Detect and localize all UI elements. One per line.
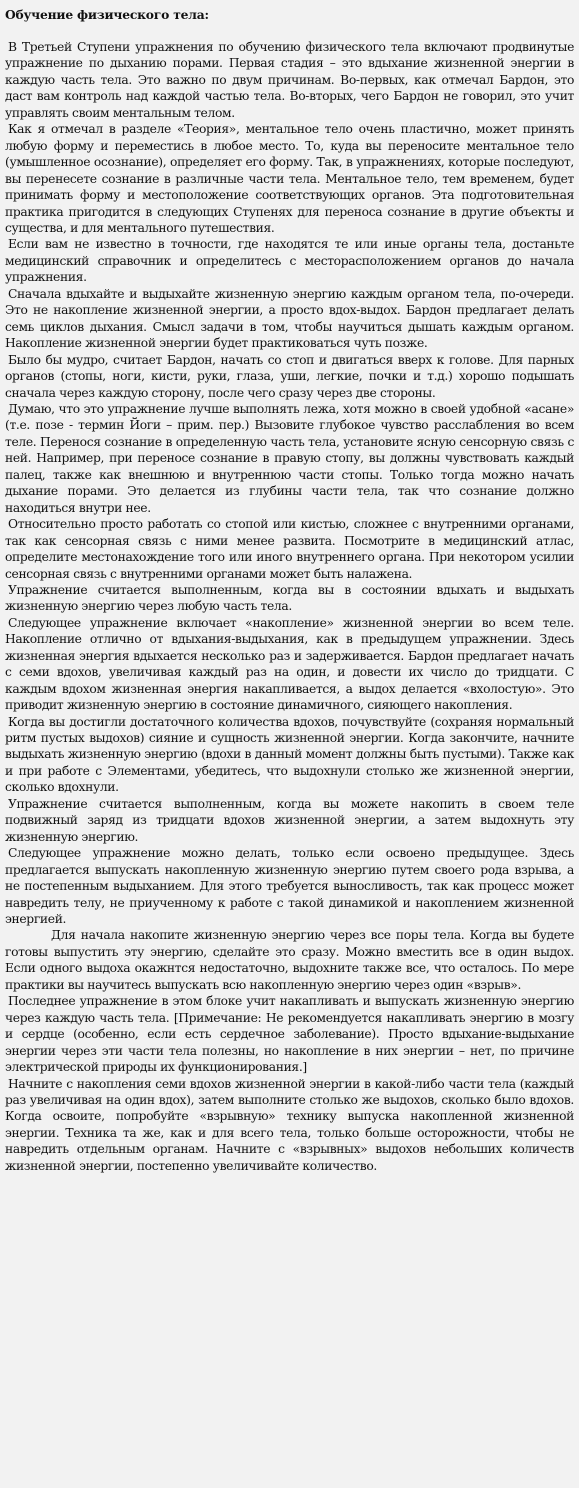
paragraph-10: Когда вы достигли достаточного количества вдохов, почувствуйте (сохраняя нормальный ритм пустых выдохов) сияние и сущность жизненной энергии. Когда закончите, начните выдыхать жизненную энергию (вдохи в данный момент должны быть пустыми). Также как и при работе с Элементами, убедитесь, что выдохнули столько же жизненной энергии, сколько вдохнули.: [5, 714, 574, 795]
paragraph-11: Упражнение считается выполненным, когда вы можете накопить в своем теле подвижный заряд из тридцати вдохов жизненной энергии, а затем выдохнуть эту жизненную энергию.: [5, 796, 574, 844]
paragraph-7: Относительно просто работать со стопой или кистью, сложнее с внутренними органами, так как сенсорная связь с ними менее развита. Посмотрите в медицинский атлас, определите местонахождение того или иного внутреннего органа. При некотором усилии сенсорная связь с внутренними органами может быть налажена.: [5, 517, 574, 581]
paragraph-13: Для начала накопите жизненную энергию через все поры тела. Когда вы будете готовы выпустить эту энергию, сделайте это сразу. Можно вместить все в один выдох. Если одного выдоха окажнтся недостаточно, выдохните также все, что осталось. По мере практики вы научитесь выпускать всю накопленную энергию через один «взрыв».: [5, 928, 574, 992]
paragraph-12: Следующее упражнение можно делать, только если освоено предыдущее. Здесь предлагается выпускать накопленную жизненную энергию путем своего рода взрыва, а не постепенным выдыханием. Для этого требуется выносливость, так как процесс может навредить телу, не приученному к работе с такой динамикой и накоплением жизненной энергией.: [5, 846, 574, 927]
paragraph-9: Следующее упражнение включает «накопление» жизненной энергии во всем теле. Накопление отлично от вдыхания-выдыхания, как в предыдущем упражнении. Здесь жизненная энергия вдыхается несколько раз и задерживается. Бардон предлагает начать с семи вдохов, увеличивая каждый раз на один, и довести их число до тридцати. С каждым вдохом жизненная энергия накапливается, а выдох делается «вхолостую». Это приводит жизненную энергию в состояние динамичного, сияющего накопления.: [5, 615, 574, 713]
paragraph-3: Если вам не известно в точности, где находятся те или иные органы тела, достаньте медицинский справочник и определитесь с месторасположением органов до начала упражнения.: [5, 237, 574, 285]
paragraph-4: Сначала вдыхайте и выдыхайте жизненную энергию каждым органом тела, по-очереди. Это не накопление жизненной энергии, а просто вдох-выдох. Бардон предлагает делать семь циклов дыхания. Смысл задачи в том, чтобы научиться дышать каждым органом. Накопление жизненной энергии будет практиковаться чуть позже.: [5, 286, 574, 351]
paragraph-14: Последнее упражнение в этом блоке учит накапливать и выпускать жизненную энергию через каждую часть тела. [Примечание: Не рекомендуется накапливать энергию в мозгу и сердце (особенно, если есть сердечное заболевание). Просто вдыхание-выдыхание энергии через эти части тела полезны, но накопление в них энергии – нет, по причине электрической природы их функционирования.]: [5, 994, 574, 1075]
paragraph-1: В Третьей Ступени упражнения по обучению физического тела включают продвинутые упражнение по дыханию порами. Первая стадия – это вдыхание жизненной энергии в каждую часть тела. Это важно по двум причинам. Во-первых, как отмечал Бардон, это даст вам контроль над каждой частью тела. Во-вторых, чего Бардон не говорил, это учит управлять своим ментальным телом.: [5, 40, 574, 120]
paragraph-8: Упражнение считается выполненным, когда вы в состоянии вдыхать и выдыхать жизненную энергию через любую часть тела.: [5, 582, 574, 614]
paragraph-15: Начните с накопления семи вдохов жизненной энергии в какой-либо части тела (каждый раз увеличивая на один вдох), затем выполните столько же выдохов, сколько было вдохов. Когда освоите, попробуйте «взрывную» технику выпуска накопленной жизненной энергии. Техника та же, как и для всего тела, только больше осторожности, чтобы не навредить отдельным органам. Начните с «взрывных» выдохов небольших количеств жизненной энергии, постепенно увеличивайте количество.: [5, 1076, 574, 1173]
document-title: Обучение физического тела:: [5, 7, 209, 22]
paragraph-6: Думаю, что это упражнение лучше выполнять лежа, хотя можно в своей удобной «асане» (т.е. позе - термин Йоги – прим. пер.) Вызовите глубокое чувство расслабления во всем теле. Перенося сознание в определенную часть тела, установите ясную сенсорную связь с ней. Например, при переносе сознание в правую стопу, вы должны чувствовать каждый палец, также как внешнюю и внутреннюю части стопы. Только тогда можно начать дыхание порами. Это делается из глубины части тела, так что сознание должно находиться внутри нее.: [5, 401, 574, 515]
paragraph-2: Как я отмечал в разделе «Теория», ментальное тело очень пластично, может принять любую форму и переместись в любое место. То, куда вы переносите ментальное тело (умышленное осознание), определяет его форму. Так, в упражнениях, которые последуют, вы перенесете сознание в различные части тела. Ментальное тело, тем временем, будет принимать форму и местоположение соответствующих органов. Эта подготовительная практика пригодится в следующих Ступенях для переноса сознание в другие объекты и существа, и для ментального путешествия.: [5, 122, 574, 235]
paragraph-5: Было бы мудро, считает Бардон, начать со стоп и двигаться вверх к голове. Для парных органов (стопы, ноги, кисти, руки, глаза, уши, легкие, почки и т.д.) хорошо подышать сначала через каждую сторону, после чего сразу через две стороны.: [5, 352, 574, 400]
